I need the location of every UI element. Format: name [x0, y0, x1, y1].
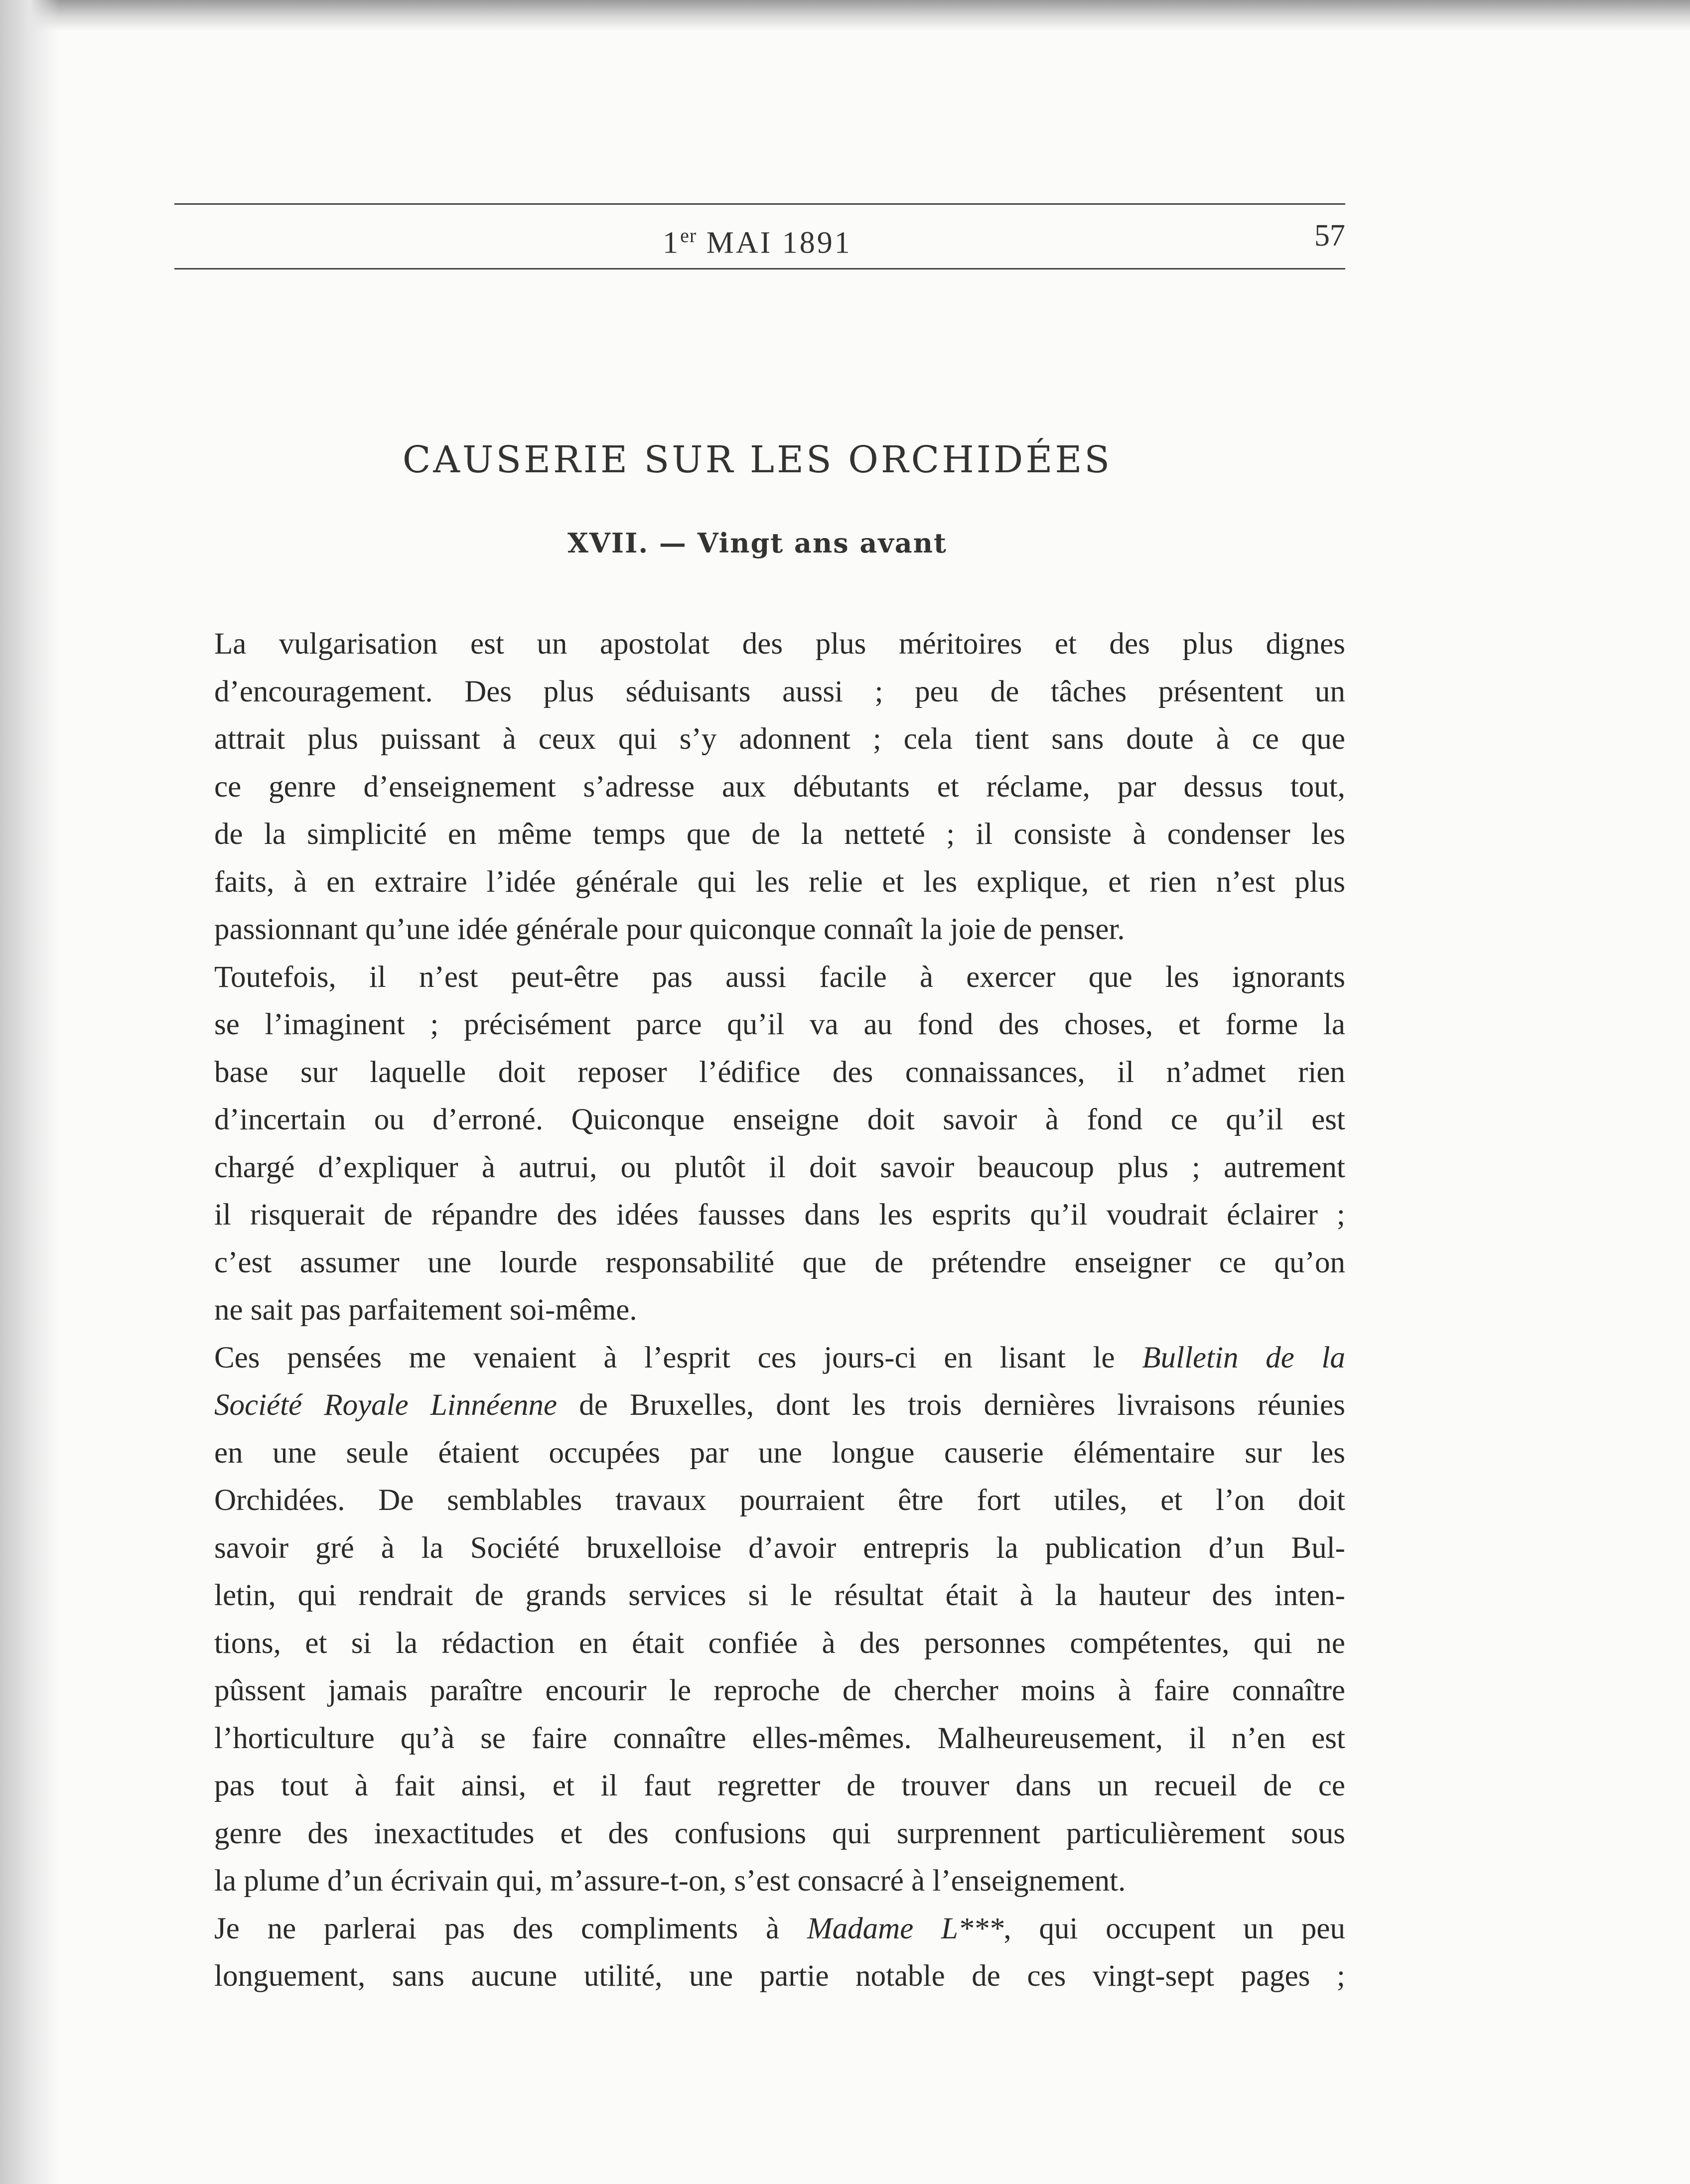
text-fragment: de Bruxelles, dont les trois dernières livraisons réunies	[557, 1388, 1345, 1422]
text-line: se l’imaginent ; précisément parce qu’il va au fond des choses, et forme la	[214, 1008, 1345, 1041]
text-line: c’est assumer une lourde responsabilité que de prétendre enseigner ce qu’on	[214, 1245, 1345, 1279]
text-line	[179, 1905, 1345, 1953]
text-line: base sur laquelle doit reposer l’édifice des connaissances, il n’admet rien	[214, 1055, 1345, 1089]
text-line: Orchidées. De semblables travaux pourraient être fort utiles, et l’on doit	[214, 1484, 1345, 1517]
text-line	[179, 1334, 1345, 1382]
journal-title-part: Société Royale Linnéenne	[214, 1388, 558, 1422]
text-line: de la simplicité en même temps que de la netteté ; il consiste à condenser les	[214, 818, 1345, 851]
running-header	[0, 203, 1690, 268]
scan-edge-top	[0, 0, 1690, 31]
text-line: ce genre d’enseignement s’adresse aux débutants et réclame, par dessus tout,	[214, 770, 1345, 804]
article-subtitle: XVII. — Vingt ans avant	[567, 527, 947, 559]
text-line: en une seule étaient occupées par une longue causerie élémentaire sur les	[214, 1436, 1345, 1470]
text-line: pûssent jamais paraître encourir le reproche de chercher moins à faire connaître	[214, 1674, 1345, 1707]
text-line: pas tout à fait ainsi, et il faut regretter de trouver dans un recueil de ce	[214, 1769, 1345, 1802]
text-line: La vulgarisation est un apostolat des plus méritoires et des plus dignes	[214, 627, 1345, 661]
text-line: ne sait pas parfaitement soi-même.	[214, 1293, 637, 1327]
running-header-date: 1er MAI 1891	[663, 224, 852, 260]
paragraph-2	[179, 954, 1345, 1334]
text-fragment: , qui occupent un peu	[1003, 1911, 1345, 1945]
article-body	[179, 620, 1345, 2000]
text-line: genre des inexactitudes et des confusions qui surprennent particulièrement sous	[214, 1816, 1345, 1850]
text-line: faits, à en extraire l’idée générale qui les relie et les explique, et rien n’est plus	[214, 865, 1345, 899]
text-line: savoir gré à la Société bruxelloise d’avoir entrepris la publication d’un Bul-	[214, 1531, 1345, 1565]
paragraph-4	[179, 1905, 1345, 2000]
journal-title-part: Bulletin de la	[1142, 1341, 1345, 1374]
page-number: 57	[1314, 219, 1345, 253]
text-line: passionnant qu’une idée générale pour quiconque connaît la joie de penser.	[214, 913, 1125, 946]
text-line: Toutefois, il n’est peut-être pas aussi facile à exercer que les ignorants	[214, 960, 1345, 994]
text-line: chargé d’expliquer à autrui, ou plutôt il doit savoir beaucoup plus ; autrement	[214, 1150, 1345, 1184]
paragraph-1	[179, 620, 1345, 954]
header-rule-bottom	[174, 268, 1345, 270]
addressee-name: Madame L***	[807, 1911, 1004, 1945]
text-line: d’incertain ou d’erroné. Quiconque enseigne doit savoir à fond ce qu’il est	[214, 1103, 1345, 1136]
text-line	[179, 1381, 1345, 1429]
text-line: longuement, sans aucune utilité, une partie notable de ces vingt-sept pages ;	[214, 1959, 1345, 1993]
text-fragment: Je ne parlerai pas des compliments à	[214, 1911, 807, 1945]
text-line: l’horticulture qu’à se faire connaître elles-mêmes. Malheureusement, il n’en est	[214, 1721, 1345, 1755]
text-line: attrait plus puissant à ceux qui s’y adonnent ; cela tient sans doute à ce que	[214, 722, 1345, 756]
text-fragment: Ces pensées me venaient à l’esprit ces jours-ci en lisant le	[214, 1341, 1142, 1374]
text-line: il risquerait de répandre des idées fausses dans les esprits qu’il voudrait éclairer ;	[214, 1198, 1345, 1231]
scan-edge-left	[0, 0, 60, 2184]
article-title: CAUSERIE SUR LES ORCHIDÉES	[402, 438, 1113, 481]
text-line: letin, qui rendrait de grands services si le résultat était à la hauteur des inten-	[214, 1579, 1345, 1612]
text-line: d’encouragement. Des plus séduisants aussi ; peu de tâches présentent un	[214, 675, 1345, 708]
text-line: tions, et si la rédaction en était confiée à des personnes compétentes, qui ne	[214, 1626, 1345, 1660]
paragraph-3	[179, 1334, 1345, 1905]
text-line: la plume d’un écrivain qui, m’assure-t-on, s’est consacré à l’enseignement.	[214, 1864, 1126, 1898]
